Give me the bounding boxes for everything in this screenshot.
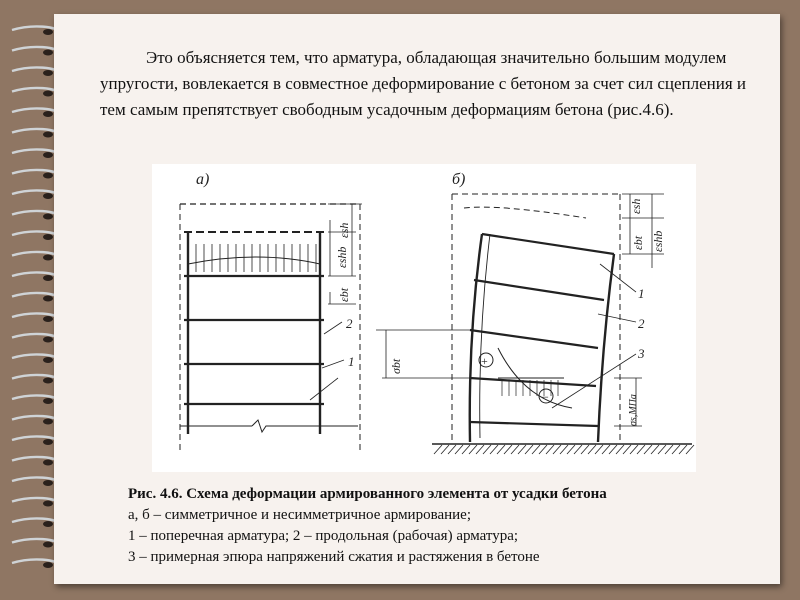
reinforced-element-diagram [152, 164, 696, 472]
diagram-b [376, 194, 694, 454]
label-b-eshb: εshb [651, 230, 665, 252]
figure-caption [128, 484, 778, 568]
caption-line-3: 3 – примерная эпюра напряжений сжатия и растяжения в бетоне [128, 549, 540, 565]
label-a: а) [196, 171, 210, 188]
caption-title: Рис. 4.6. Схема деформации армированного элемента от усадки бетона [128, 486, 607, 502]
label-a-ebt: εbt [337, 287, 351, 302]
label-b-ebt: εbt [631, 235, 645, 250]
caption-line-2: 1 – поперечная арматура; 2 – продольная (рабочая) арматура; [128, 528, 519, 544]
label-a-esh: εsh [337, 222, 351, 238]
spiral-binding-icon [2, 20, 62, 580]
label-b-esh: εsh [629, 198, 643, 214]
label-a-n2: 2 [346, 316, 353, 331]
label-a-eshb: εshb [335, 246, 349, 268]
label-b-n1: 1 [638, 286, 645, 301]
label-b-n3: 3 [638, 346, 645, 361]
diagram-a [180, 204, 362, 454]
label-a-n1: 1 [348, 354, 355, 369]
figure-4-6 [152, 164, 696, 472]
body-paragraph: Это объясняется тем, что арматура, обладающая значительно большим модулем упругости, вовлекается в совместное деформирование с бетоном за счет сил сцепления и тем самым препятствует свободным усадочным деформациям бетона (рис.4.6). [100, 48, 747, 119]
label-b-n2: 2 [638, 316, 645, 331]
label-b-sigma-bt: σbt [389, 358, 403, 374]
label-b-minus: − [542, 390, 549, 404]
label-b: б) [452, 171, 466, 188]
label-b-plus: + [481, 354, 488, 368]
caption-line-1: а, б – симметричное и несимметричное армирование; [128, 507, 472, 523]
label-b-sigma-mpa: σs,MПа [628, 394, 639, 426]
